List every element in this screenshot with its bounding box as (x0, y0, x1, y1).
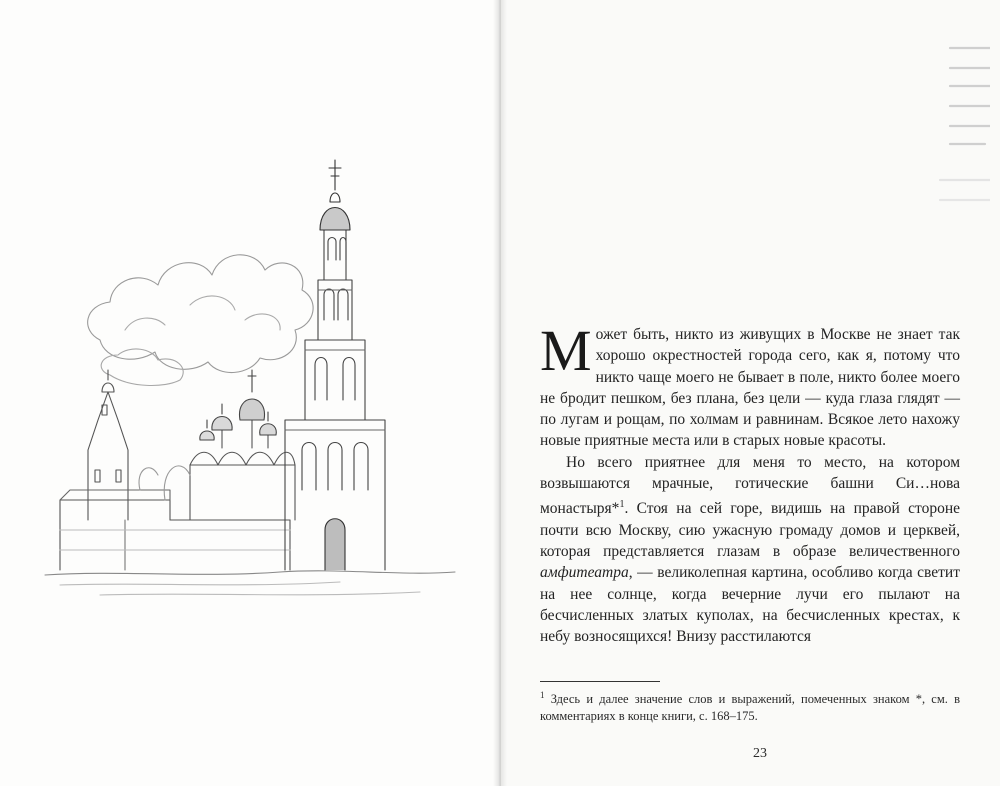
emphasized-word: амфитеатра (540, 564, 629, 582)
page-gutter (493, 0, 507, 786)
left-page (0, 0, 498, 786)
paragraph-1 (540, 318, 960, 452)
monastery-sketch-icon (40, 130, 460, 600)
footnote-text: Здесь и далее значение слов и выражений, помеченных знаком *, см. в комментариях в конце книги, с. 168–175. (540, 692, 960, 724)
drop-cap: М (540, 318, 592, 383)
page-number: 23 (753, 746, 767, 761)
paragraph-2-text-after: , — великолепная картина, особливо когда светит на нее солнце, когда вечерние лучи его пылают на бесчисленных златых куполах, на бесчисленных крестах, к небу возносящихся! Внизу расстилаются (540, 564, 960, 646)
paragraph-1-text: ожет быть, никто из живущих в Москве не знает так хорошо окрестностей города сего, как я, потому что никто чаще моего не бывает в поле, никто более моего не бродит пешком, без плана, без цели — куда глаза глядят — по лугам и рощам, по холмам и равнинам. Всякое лето нахожу новые приятные места или в старых новые красоты. (540, 326, 960, 450)
footnote-marker: 1 (540, 690, 545, 700)
footnote-reference: 1 (619, 499, 625, 511)
paragraph-2-text-middle: . Стоя на сей горе, видишь на правой стороне почти всю Москву, сию ужасную громаду домов и церквей, которая представляется глазам в образе величественного (540, 500, 960, 561)
paragraph-2 (540, 452, 960, 648)
footnote-separator (540, 681, 660, 682)
body-text (540, 318, 960, 648)
paragraph-2-text-before: Но всего приятнее для меня то место, на котором возвышаются мрачные, готические башни Си…нова монастыря* (540, 453, 960, 518)
footnote (540, 687, 960, 725)
